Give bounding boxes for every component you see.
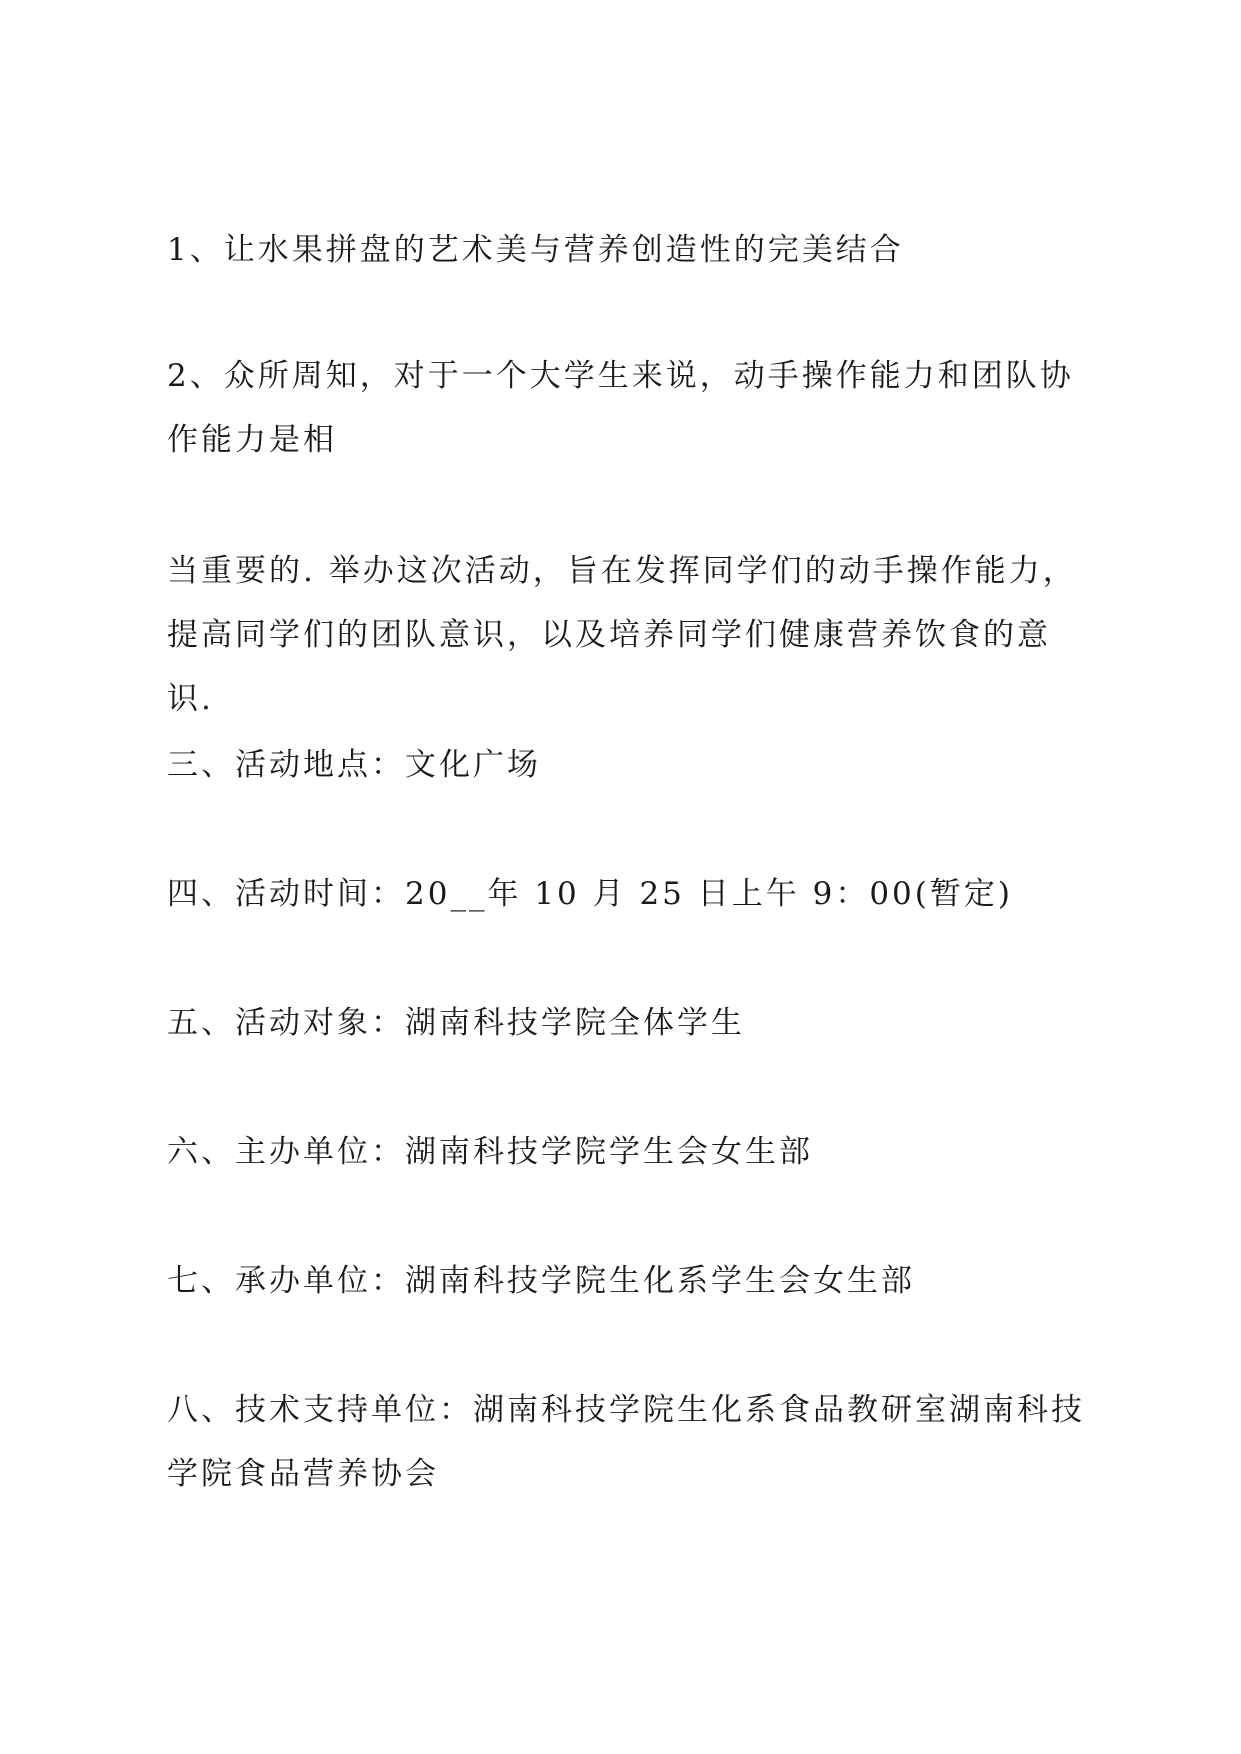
paragraph-purpose-2: 2、众所周知，对于一个大学生来说，动手操作能力和团队协作能力是相 xyxy=(167,358,1074,458)
paragraph-purpose-1: 1、让水果拼盘的艺术美与营养创造性的完美结合 xyxy=(167,232,904,268)
paragraph-time: 四、活动时间：20__年 10 月 25 日上午 9：00(暂定) xyxy=(167,876,1013,912)
paragraph-organizer: 六、主办单位：湖南科技学院学生会女生部 xyxy=(167,1134,813,1170)
paragraph-location: 三、活动地点：文化广场 xyxy=(167,747,541,783)
paragraph-technical-support: 八、技术支持单位：湖南科技学院生化系食品教研室湖南科技学院食品营养协会 xyxy=(167,1392,1085,1492)
paragraph-purpose-2-continued: 当重要的. 举办这次活动，旨在发挥同学们的动手操作能力，提高同学们的团队意识，以及培养同学们健康营养饮食的意识. xyxy=(167,553,1077,717)
paragraph-host: 七、承办单位：湖南科技学院生化系学生会女生部 xyxy=(167,1263,915,1299)
paragraph-audience: 五、活动对象：湖南科技学院全体学生 xyxy=(167,1005,745,1041)
